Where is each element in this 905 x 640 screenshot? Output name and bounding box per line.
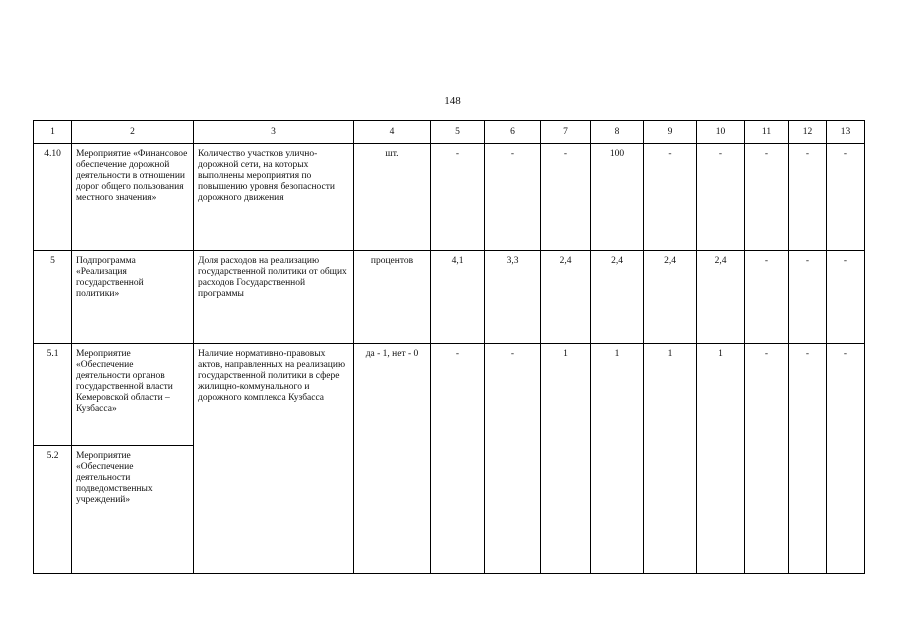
value-cell: 1: [541, 344, 591, 574]
value-cell: -: [431, 144, 485, 251]
value-cell: 4,1: [431, 251, 485, 344]
header-cell: 4: [354, 121, 431, 144]
row-number-cell: 5: [34, 251, 72, 344]
header-cell: 5: [431, 121, 485, 144]
value-cell: -: [541, 144, 591, 251]
unit-cell: процентов: [354, 251, 431, 344]
indicators-table: [33, 120, 865, 574]
page-number: 148: [444, 95, 461, 107]
table-row: [34, 144, 865, 251]
value-cell: 1: [644, 344, 697, 574]
table-row: [34, 251, 865, 344]
table-header-row: [34, 121, 865, 144]
measure-name-cell: Подпрограмма «Реализация государственной политики»: [72, 251, 194, 344]
value-cell: -: [789, 144, 827, 251]
value-cell: -: [789, 251, 827, 344]
value-cell: 2,4: [591, 251, 644, 344]
row-number-cell: 4.10: [34, 144, 72, 251]
value-cell: 100: [591, 144, 644, 251]
value-cell: 1: [591, 344, 644, 574]
value-cell: -: [431, 344, 485, 574]
row-number-cell: 5.2: [34, 446, 72, 574]
value-cell: -: [789, 344, 827, 574]
header-cell: 7: [541, 121, 591, 144]
header-cell: 8: [591, 121, 644, 144]
header-cell: 3: [194, 121, 354, 144]
measure-name-cell: Мероприятие «Обеспечение деятельности подведомственных учреждений»: [72, 446, 194, 574]
indicator-cell: Доля расходов на реализацию государственной политики от общих расходов Государственной программы: [194, 251, 354, 344]
value-cell: -: [827, 144, 865, 251]
header-cell: 1: [34, 121, 72, 144]
unit-cell: да - 1, нет - 0: [354, 344, 431, 574]
value-cell: -: [745, 344, 789, 574]
value-cell: 2,4: [541, 251, 591, 344]
header-cell: 9: [644, 121, 697, 144]
header-cell: 11: [745, 121, 789, 144]
value-cell: -: [485, 144, 541, 251]
value-cell: 2,4: [697, 251, 745, 344]
value-cell: -: [827, 251, 865, 344]
header-cell: 2: [72, 121, 194, 144]
table-row: [34, 344, 865, 446]
indicator-cell: Наличие нормативно-правовых актов, направленных на реализацию государственной политики в сфере жилищно-коммунального и дорожного комплекса Кузбасса: [194, 344, 354, 574]
header-cell: 10: [697, 121, 745, 144]
value-cell: 1: [697, 344, 745, 574]
measure-name-cell: Мероприятие «Обеспечение деятельности органов государственной власти Кемеровской области – Кузбасса»: [72, 344, 194, 446]
measure-name-cell: Мероприятие «Финансовое обеспечение дорожной деятельности в отношении дорог общего пользования местного значения»: [72, 144, 194, 251]
value-cell: 2,4: [644, 251, 697, 344]
header-cell: 6: [485, 121, 541, 144]
value-cell: -: [745, 144, 789, 251]
unit-cell: шт.: [354, 144, 431, 251]
value-cell: -: [745, 251, 789, 344]
row-number-cell: 5.1: [34, 344, 72, 446]
value-cell: -: [485, 344, 541, 574]
header-cell: 12: [789, 121, 827, 144]
indicator-cell: Количество участков улично-дорожной сети, на которых выполнены мероприятия по повышению уровня безопасности дорожного движения: [194, 144, 354, 251]
value-cell: -: [827, 344, 865, 574]
value-cell: 3,3: [485, 251, 541, 344]
header-cell: 13: [827, 121, 865, 144]
value-cell: -: [697, 144, 745, 251]
value-cell: -: [644, 144, 697, 251]
